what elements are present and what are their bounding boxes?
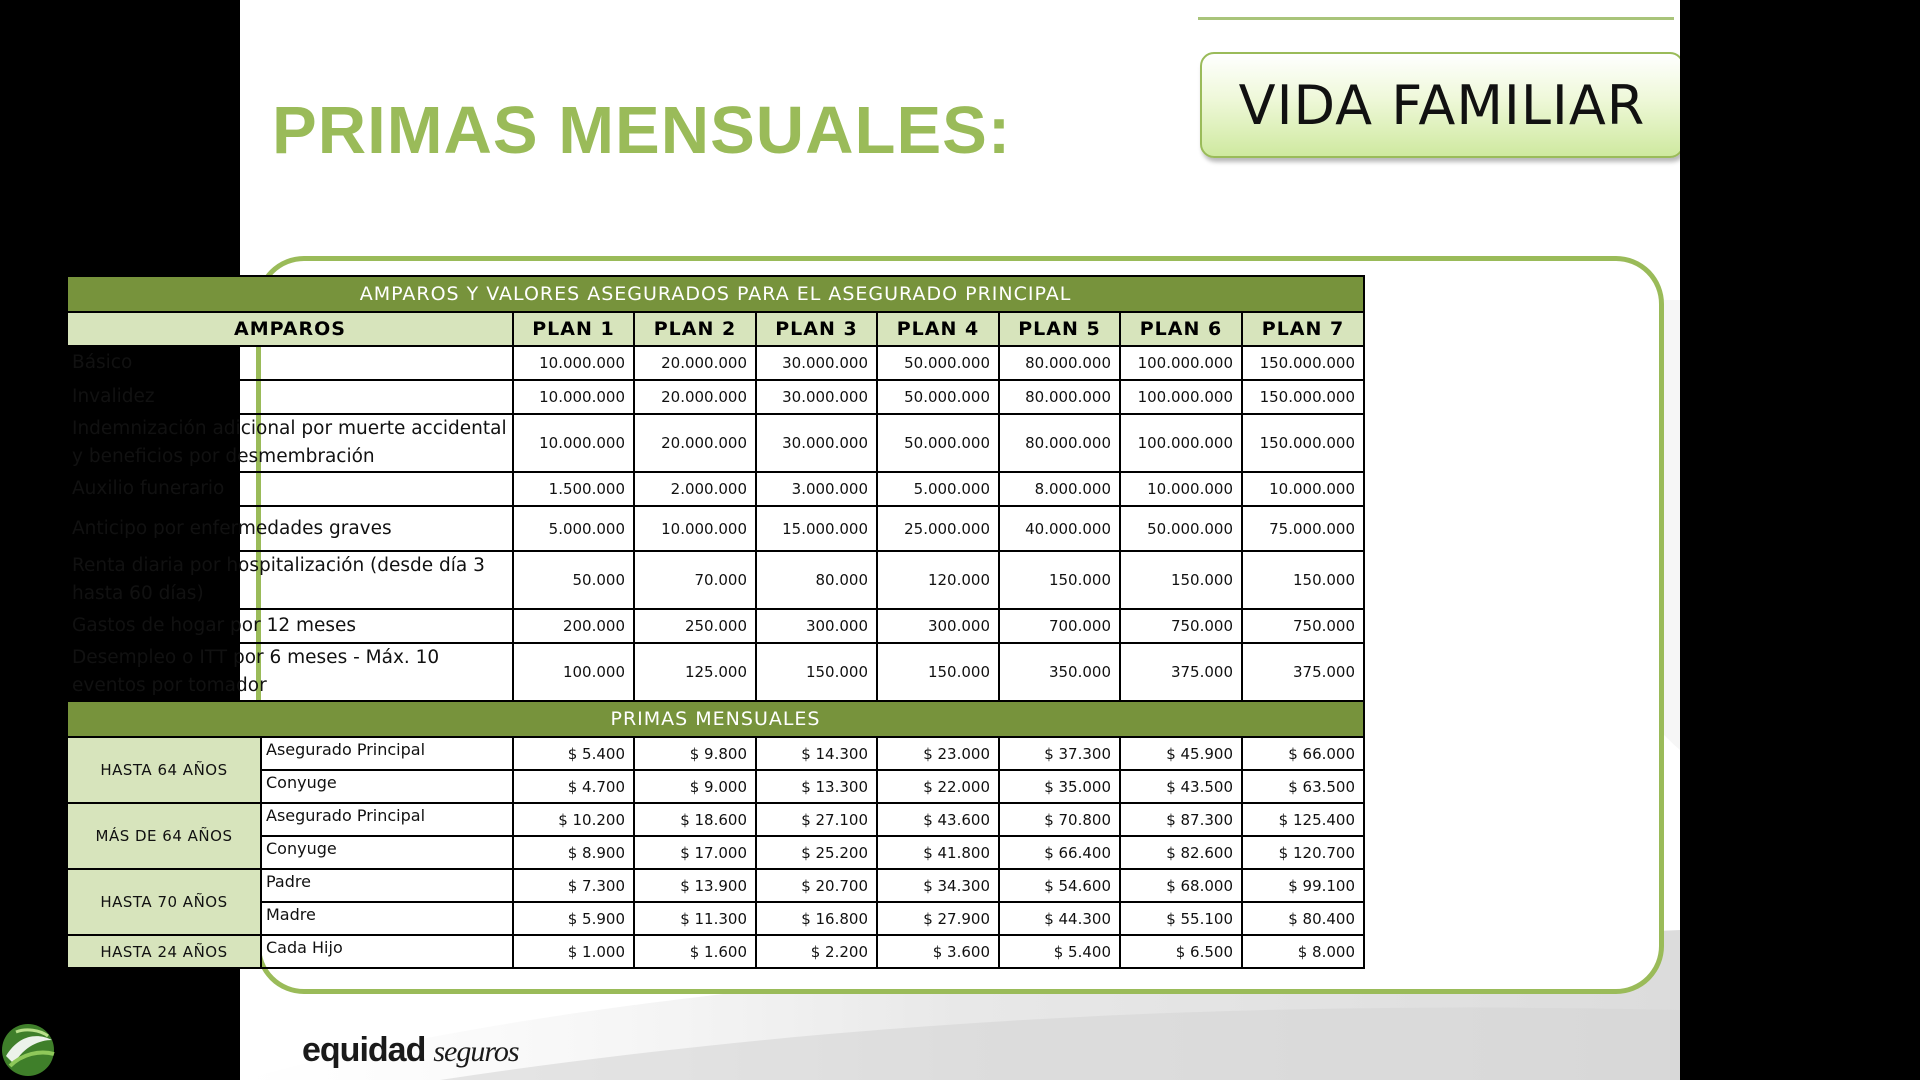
prima-value: $ 44.300 — [999, 902, 1120, 935]
amparo-label: Anticipo por enfermedades graves — [67, 506, 513, 551]
header-plan-5: PLAN 5 — [999, 312, 1120, 346]
header-plan-2: PLAN 2 — [634, 312, 756, 346]
amparo-label: Desempleo o ITT por 6 meses - Máx. 10 eventos por tomador — [67, 643, 513, 701]
age-group-label: HASTA 24 AÑOS — [67, 935, 261, 968]
amparo-value: 350.000 — [999, 643, 1120, 701]
amparo-value: 80.000.000 — [999, 414, 1120, 472]
prima-value: $ 20.700 — [756, 869, 877, 902]
amparo-value: 100.000.000 — [1120, 346, 1242, 380]
amparo-value: 3.000.000 — [756, 472, 877, 506]
amparo-value: 300.000 — [756, 609, 877, 643]
prima-value: $ 13.300 — [756, 770, 877, 803]
amparo-value: 300.000 — [877, 609, 999, 643]
prima-value: $ 80.400 — [1242, 902, 1364, 935]
prima-value: $ 25.200 — [756, 836, 877, 869]
company-logo — [0, 1018, 300, 1080]
primas-banner: PRIMAS MENSUALES — [67, 701, 1364, 737]
prima-value: $ 22.000 — [877, 770, 999, 803]
amparo-label: Básico — [67, 346, 513, 380]
amparo-value: 75.000.000 — [1242, 506, 1364, 551]
prima-value: $ 37.300 — [999, 737, 1120, 770]
insured-label: Madre — [261, 902, 513, 935]
insured-label: Padre — [261, 869, 513, 902]
primas-banner-row — [67, 701, 1364, 737]
amparo-value: 250.000 — [634, 609, 756, 643]
prima-value: $ 18.600 — [634, 803, 756, 836]
amparo-value: 50.000 — [513, 551, 634, 609]
amparo-value: 10.000.000 — [1120, 472, 1242, 506]
amparo-label: Indemnización adicional por muerte accidental y beneficios por desmembración — [67, 414, 513, 472]
amparo-row — [67, 551, 1364, 609]
amparo-value: 80.000.000 — [999, 346, 1120, 380]
amparo-value: 30.000.000 — [756, 380, 877, 414]
prima-value: $ 82.600 — [1120, 836, 1242, 869]
prima-value: $ 34.300 — [877, 869, 999, 902]
prima-row — [67, 935, 1364, 968]
prima-value: $ 66.400 — [999, 836, 1120, 869]
wordmark-seguros: seguros — [433, 1035, 519, 1068]
amparo-label: Renta diaria por hospitalización (desde día 3 hasta 60 días) — [67, 551, 513, 609]
prima-value: $ 125.400 — [1242, 803, 1364, 836]
header-amparos: AMPAROS — [67, 312, 513, 346]
prima-value: $ 1.600 — [634, 935, 756, 968]
amparo-value: 10.000.000 — [1242, 472, 1364, 506]
globe-logo-icon — [2, 1024, 54, 1076]
amparo-value: 700.000 — [999, 609, 1120, 643]
amparo-value: 30.000.000 — [756, 346, 877, 380]
prima-row — [67, 902, 1364, 935]
prima-value: $ 23.000 — [877, 737, 999, 770]
amparo-value: 100.000.000 — [1120, 380, 1242, 414]
amparo-label: Invalidez — [67, 380, 513, 414]
age-group-label: HASTA 64 AÑOS — [67, 737, 261, 803]
amparo-value: 10.000.000 — [513, 414, 634, 472]
insured-label: Asegurado Principal — [261, 803, 513, 836]
header-plan-1: PLAN 1 — [513, 312, 634, 346]
amparo-value: 20.000.000 — [634, 380, 756, 414]
amparo-value: 375.000 — [1242, 643, 1364, 701]
prima-value: $ 11.300 — [634, 902, 756, 935]
prima-value: $ 6.500 — [1120, 935, 1242, 968]
amparo-value: 25.000.000 — [877, 506, 999, 551]
amparo-value: 10.000.000 — [513, 380, 634, 414]
amparo-row — [67, 506, 1364, 551]
prima-value: $ 9.800 — [634, 737, 756, 770]
amparo-label: Gastos de hogar por 12 meses — [67, 609, 513, 643]
prima-value: $ 1.000 — [513, 935, 634, 968]
prima-row — [67, 737, 1364, 770]
header-plan-7: PLAN 7 — [1242, 312, 1364, 346]
prima-value: $ 4.700 — [513, 770, 634, 803]
amparo-value: 150.000 — [877, 643, 999, 701]
wordmark-equidad: equidad — [302, 1031, 426, 1069]
insured-label: Conyuge — [261, 770, 513, 803]
amparo-row — [67, 414, 1364, 472]
prima-value: $ 17.000 — [634, 836, 756, 869]
amparo-value: 120.000 — [877, 551, 999, 609]
prima-value: $ 5.400 — [999, 935, 1120, 968]
insured-label: Asegurado Principal — [261, 737, 513, 770]
amparo-value: 10.000.000 — [634, 506, 756, 551]
amparo-value: 5.000.000 — [513, 506, 634, 551]
coverage-table — [66, 275, 1365, 969]
amparo-row — [67, 380, 1364, 414]
header-plan-4: PLAN 4 — [877, 312, 999, 346]
amparo-value: 8.000.000 — [999, 472, 1120, 506]
product-badge — [1200, 52, 1680, 158]
prima-value: $ 99.100 — [1242, 869, 1364, 902]
amparo-row — [67, 346, 1364, 380]
header-plan-6: PLAN 6 — [1120, 312, 1242, 346]
amparo-row — [67, 472, 1364, 506]
amparo-value: 750.000 — [1120, 609, 1242, 643]
prima-value: $ 41.800 — [877, 836, 999, 869]
amparo-label: Auxilio funerario — [67, 472, 513, 506]
page-title: PRIMAS MENSUALES: — [272, 93, 1012, 168]
prima-value: $ 5.900 — [513, 902, 634, 935]
prima-value: $ 87.300 — [1120, 803, 1242, 836]
banner-row — [67, 276, 1364, 312]
amparo-value: 50.000.000 — [877, 414, 999, 472]
prima-value: $ 43.500 — [1120, 770, 1242, 803]
prima-value: $ 43.600 — [877, 803, 999, 836]
prima-value: $ 8.900 — [513, 836, 634, 869]
amparo-value: 20.000.000 — [634, 414, 756, 472]
prima-value: $ 70.800 — [999, 803, 1120, 836]
top-accent-line — [1198, 17, 1674, 20]
prima-row — [67, 836, 1364, 869]
amparo-value: 150.000.000 — [1242, 414, 1364, 472]
amparo-value: 150.000 — [999, 551, 1120, 609]
prima-value: $ 55.100 — [1120, 902, 1242, 935]
amparo-value: 40.000.000 — [999, 506, 1120, 551]
amparo-value: 200.000 — [513, 609, 634, 643]
prima-value: $ 10.200 — [513, 803, 634, 836]
prima-value: $ 63.500 — [1242, 770, 1364, 803]
amparo-value: 150.000 — [1242, 551, 1364, 609]
amparo-value: 50.000.000 — [1120, 506, 1242, 551]
amparo-value: 150.000 — [1120, 551, 1242, 609]
amparo-value: 150.000.000 — [1242, 380, 1364, 414]
prima-row — [67, 869, 1364, 902]
age-group-label: MÁS DE 64 AÑOS — [67, 803, 261, 869]
prima-value: $ 54.600 — [999, 869, 1120, 902]
amparo-value: 125.000 — [634, 643, 756, 701]
prima-row — [67, 770, 1364, 803]
amparo-value: 5.000.000 — [877, 472, 999, 506]
prima-value: $ 35.000 — [999, 770, 1120, 803]
amparo-value: 750.000 — [1242, 609, 1364, 643]
prima-value: $ 45.900 — [1120, 737, 1242, 770]
amparo-value: 150.000 — [756, 643, 877, 701]
amparo-value: 15.000.000 — [756, 506, 877, 551]
amparo-value: 80.000.000 — [999, 380, 1120, 414]
amparo-value: 100.000 — [513, 643, 634, 701]
amparo-value: 1.500.000 — [513, 472, 634, 506]
prima-value: $ 120.700 — [1242, 836, 1364, 869]
insured-label: Cada Hijo — [261, 935, 513, 968]
amparo-value: 20.000.000 — [634, 346, 756, 380]
amparo-row — [67, 609, 1364, 643]
amparo-value: 50.000.000 — [877, 380, 999, 414]
product-badge-label: VIDA FAMILIAR — [1238, 73, 1646, 137]
amparo-row — [67, 643, 1364, 701]
prima-value: $ 66.000 — [1242, 737, 1364, 770]
amparo-value: 375.000 — [1120, 643, 1242, 701]
prima-value: $ 3.600 — [877, 935, 999, 968]
amparo-value: 10.000.000 — [513, 346, 634, 380]
age-group-label: HASTA 70 AÑOS — [67, 869, 261, 935]
prima-value: $ 7.300 — [513, 869, 634, 902]
prima-value: $ 2.200 — [756, 935, 877, 968]
prima-value: $ 9.000 — [634, 770, 756, 803]
amparo-value: 100.000.000 — [1120, 414, 1242, 472]
prima-value: $ 16.800 — [756, 902, 877, 935]
company-wordmark — [302, 1031, 519, 1070]
prima-value: $ 27.900 — [877, 902, 999, 935]
amparos-banner: AMPAROS Y VALORES ASEGURADOS PARA EL ASEGURADO PRINCIPAL — [67, 276, 1364, 312]
amparo-value: 70.000 — [634, 551, 756, 609]
amparo-value: 30.000.000 — [756, 414, 877, 472]
amparo-value: 50.000.000 — [877, 346, 999, 380]
insured-label: Conyuge — [261, 836, 513, 869]
prima-value: $ 27.100 — [756, 803, 877, 836]
prima-row — [67, 803, 1364, 836]
prima-value: $ 14.300 — [756, 737, 877, 770]
amparo-value: 80.000 — [756, 551, 877, 609]
amparo-value: 2.000.000 — [634, 472, 756, 506]
prima-value: $ 13.900 — [634, 869, 756, 902]
prima-value: $ 68.000 — [1120, 869, 1242, 902]
header-plan-3: PLAN 3 — [756, 312, 877, 346]
amparo-value: 150.000.000 — [1242, 346, 1364, 380]
prima-value: $ 8.000 — [1242, 935, 1364, 968]
header-row — [67, 312, 1364, 346]
prima-value: $ 5.400 — [513, 737, 634, 770]
